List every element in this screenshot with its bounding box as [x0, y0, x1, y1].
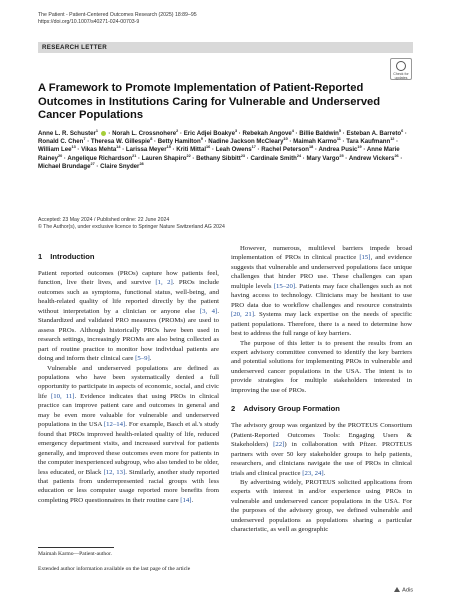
affiliation-number: 19 — [357, 145, 362, 150]
affiliation-number: 12 — [390, 137, 395, 142]
author-name[interactable]: Anne Marie Rainey$^{20}$ — [38, 146, 400, 162]
citation-link[interactable]: [23, 24] — [302, 469, 324, 477]
affiliation-number: 26 — [394, 153, 399, 158]
author-name[interactable]: Eric Adjei Boakye$^3$ — [183, 128, 238, 137]
author-name[interactable]: Michael Brundage$^{27}$ — [38, 161, 95, 170]
footnote-patient-author: Maimah Karmo—Patient-author. — [38, 551, 112, 557]
author-name[interactable]: Kriti Mittal$^{16}$ — [176, 145, 211, 154]
copyright-notice: © The Author(s), under exclusive licence to Springer Nature Switzerland AG 2024 — [38, 224, 225, 230]
right-column — [231, 244, 412, 535]
publisher-logo — [394, 587, 413, 594]
author-name[interactable]: Esteban A. Barreto$^6$ — [346, 128, 404, 137]
author-name[interactable]: Rachel Peterson$^{18}$ — [261, 145, 314, 154]
affiliation-number: 7 — [83, 137, 86, 142]
footnote-divider — [38, 547, 114, 548]
affiliation-number: 2 — [176, 128, 179, 133]
author-name[interactable]: William Lee$^{13}$ — [38, 145, 76, 154]
affiliation-number: 18 — [309, 145, 314, 150]
citation-link[interactable]: [15] — [359, 254, 371, 262]
affiliation-number: 17 — [251, 145, 256, 150]
affiliation-number: 6 — [401, 128, 404, 133]
affiliation-number: 14 — [116, 145, 121, 150]
journal-header — [38, 12, 197, 26]
citation-link[interactable]: [22] — [273, 441, 285, 449]
citation-link[interactable]: [12, 13] — [103, 468, 126, 476]
affiliation-number: 25 — [339, 153, 344, 158]
citation-link[interactable]: [15–20] — [273, 282, 296, 290]
citation-link[interactable]: [20, 21] — [231, 311, 254, 319]
citation-link[interactable]: [10, 11] — [51, 392, 75, 400]
author-name[interactable]: Cardinale Smith$^{24}$ — [250, 153, 302, 162]
affiliation-number: 3 — [234, 128, 238, 133]
author-name[interactable]: Ronald C. Chen$^7$ — [38, 137, 86, 146]
affiliation-number: 21 — [132, 153, 137, 158]
check-for-updates-badge[interactable] — [390, 58, 412, 80]
affiliation-number: 5 — [338, 128, 342, 133]
author-name[interactable]: Nadine Jackson McCleary$^{10}$ — [208, 137, 288, 146]
section-heading-advisory-group: 2 Advisory Group Formation — [231, 404, 340, 414]
affiliation-number: 11 — [336, 137, 341, 142]
citation-link[interactable]: [12–14] — [103, 421, 126, 429]
author-name[interactable]: Leah Owens$^{17}$ — [215, 145, 256, 154]
article-type-banner — [38, 42, 413, 53]
affiliation-number: 1 — [95, 128, 99, 133]
affiliation-number: 24 — [296, 153, 302, 158]
article-type-label: RESEARCH LETTER — [42, 44, 108, 51]
author-name[interactable]: Angelique Richardson$^{21}$ — [67, 153, 137, 162]
update-icon — [396, 61, 406, 71]
author-name[interactable]: Claire Snyder$^{28}$ — [100, 161, 144, 170]
affiliation-number: 4 — [291, 128, 294, 133]
accepted-published-dates: Accepted: 23 May 2024 / Published online: 22 June 2024 — [38, 217, 170, 223]
doi-link[interactable]: https://doi.org/10.1007/s40271-024-00703-9 — [38, 19, 140, 25]
section-heading-introduction: 1 Introduction — [38, 252, 95, 261]
affiliation-number: 23 — [240, 153, 246, 158]
citation-link[interactable]: [14] — [180, 496, 192, 504]
article-title: A Framework to Promote Implementation of Patient-Reported Outcomes in Institutions Caring for Vulnerable and Underserved Cancer Populations — [38, 82, 381, 121]
affiliation-number: 16 — [206, 145, 211, 150]
author-name[interactable]: Anne L. R. Schuster$^1$ — [38, 128, 99, 137]
left-column — [38, 252, 219, 505]
paragraph: Patient reported outcomes (PROs) capture how patients feel, function, live their lives, and survive [1, 2]. PROs include outcomes such as symptoms, functional status, well-being, and health-related quality of life reported directly by the patient without interpretation by a clinician or anyone else [3, 4]. Standardized and validated PRO measures (PROMs) are used to assess PROs. Although historically PROs have been used in research settings, increasingly PROMs are also being collected as part of routine practice to monitor how individual patients are doing and inform their clinical care [5–9]. — [38, 270, 219, 363]
check-for-updates-text: Check for updates — [393, 72, 409, 80]
author-name[interactable]: Vikas Mehta$^{14}$ — [81, 145, 121, 154]
author-name[interactable]: Larissa Meyer$^{15}$ — [125, 145, 171, 154]
paragraph: However, numerous, multilevel barriers impede broad implementation of PROs in clinical practice [15], and evidence suggests that vulnerable and underserved populations face unique challenges that hinder PRO use. These challenges can span multiple levels [15–20]. Patients may face challenges such as not having access to technology. Clinicians may be hesitant to use PRO data due to workflow challenges and resource constraints [20, 21]. Systems may lack expertise on the needs of specific patient populations. Therefore, there is a need to determine how best to address the full range of key barriers. — [231, 245, 413, 338]
footnote-extended-info: Extended author information available on the last page of the article — [38, 566, 191, 572]
affiliation-number: 22 — [186, 153, 191, 158]
affiliation-number: 20 — [57, 153, 63, 158]
journal-citation: The Patient - Patient-Centered Outcomes Research (2025) 18:89–95 — [38, 12, 197, 18]
affiliation-number: 8 — [150, 137, 153, 142]
author-name[interactable]: Mary Vargo$^{25}$ — [306, 153, 344, 162]
paragraph: By advertising widely, PROTEUS solicited applications from experts with interest in and/or experience using PROs in vulnerable and underserved cancer populations in the USA. For the purposes of the advisory group, we defined vulnerable and underserved populations as populations sharing a particular characteristic, as well as geographic — [231, 478, 412, 534]
affiliation-number: 9 — [200, 137, 203, 142]
citation-link[interactable]: [3, 4] — [199, 307, 218, 315]
author-name[interactable]: Andrew Vickers$^{26}$ — [348, 153, 399, 162]
orcid-icon[interactable] — [101, 131, 106, 136]
author-name[interactable]: Theresa W. Gillespie$^8$ — [90, 137, 153, 146]
publisher-name: Adis — [402, 587, 413, 594]
publication-dates — [38, 217, 225, 231]
author-name[interactable]: Rebekah Angove$^4$ — [242, 128, 294, 137]
adis-logo-icon — [394, 587, 400, 592]
affiliation-number: 27 — [90, 161, 95, 166]
author-name[interactable]: Maimah Karmo$^{11}$ — [293, 137, 341, 146]
author-name[interactable]: Tara Kaufmann$^{12}$ — [346, 137, 395, 146]
author-name[interactable]: Betty Hamilton$^9$ — [157, 137, 203, 146]
author-list: Anne L. R. Schuster$^1$ · Norah L. Crossnohere$^2$ · Eric Adjei Boakye$^3$ · Rebekah Angove$^4$ · Billie Baldwin$^5$ · Esteban A. Barreto$^6$ · Ronald C. Chen$^7$ · Theresa W. Gillespie$^8$ · Betty Hamilton$^9$ · Nadine Jackson McCleary$^{10}$ · Maimah Karmo$^{11}$ · Tara Kaufmann$^{12}$ · William Lee$^{13}$ · Vikas Mehta$^{14}$ · Larissa Meyer$^{15}$ · Kriti Mittal$^{16}$ · Leah Owens$^{17}$ · Rachel Peterson$^{18}$ · Andrea Pusic$^{19}$ · Anne Marie Rainey$^{20}$ · Angelique Richardson$^{21}$ · Lauren Shapiro$^{22}$ · Bethany Sibbitt$^{23}$ · Cardinale Smith$^{24}$ · Mary Vargo$^{25}$ · Andrew Vickers$^{26}$ · Michael Brundage$^{27}$ · Claire Snyder$^{28}$ — [38, 128, 407, 170]
author-name[interactable]: Bethany Sibbitt$^{23}$ — [196, 153, 246, 162]
affiliation-number: 15 — [166, 145, 171, 150]
affiliation-number: 28 — [139, 161, 144, 166]
citation-link[interactable]: [5–9] — [135, 355, 150, 363]
author-name[interactable]: Billie Baldwin$^5$ — [299, 128, 342, 137]
author-name[interactable]: Lauren Shapiro$^{22}$ — [141, 153, 191, 162]
affiliation-number: 13 — [71, 145, 76, 150]
author-name[interactable]: Norah L. Crossnohere$^2$ — [112, 128, 179, 137]
citation-link[interactable]: [1, 2] — [155, 279, 173, 287]
paragraph: The advisory group was organized by the PROTEUS Consortium (Patient-Reported Outcomes Tools: Engaging Users & Stakeholders) [22]) in collaboration with Pfizer. PROTEUS partners with over 50 key stakeholder groups to help patients, researchers, and clinicians navigate the use of PROs in clinical trials and clinical practice [23, 24]. — [231, 422, 412, 477]
author-name[interactable]: Andrea Pusic$^{19}$ — [318, 145, 362, 154]
affiliation-number: 10 — [283, 137, 288, 142]
paragraph: The purpose of this letter is to present the results from an expert advisory committee convened to identify the key barriers and potential solutions for implementing PROs in vulnerable and underserved cancer populations in the USA. The intent is to provide strategies for multiple stakeholders interested in improving the use of PROs. — [231, 339, 412, 394]
paragraph: Vulnerable and underserved populations are defined as populations who have been systematically denied a full opportunity to participate in aspects of economic, social, and civic life [10, 11]. Evidence indicates that using PROs in clinical practice can improve patient care and outcomes in general and may be even more valuable for vulnerable and underserved populations in the USA [12–14]. For example, Basch et al.'s study found that PROs improved health-related quality of life, reduced emergency department visits, and increased survival for patients generally, and improved these outcomes even more for patients in the computer inexperienced subgroup, who also tended to be older, less educated, or Black [12, 13]. Similarly, another study reported that patients from underrepresented racial groups with less education or less computer usage reported more benefits from completing PRO questionnaires in their routine care [14]. — [38, 364, 219, 504]
